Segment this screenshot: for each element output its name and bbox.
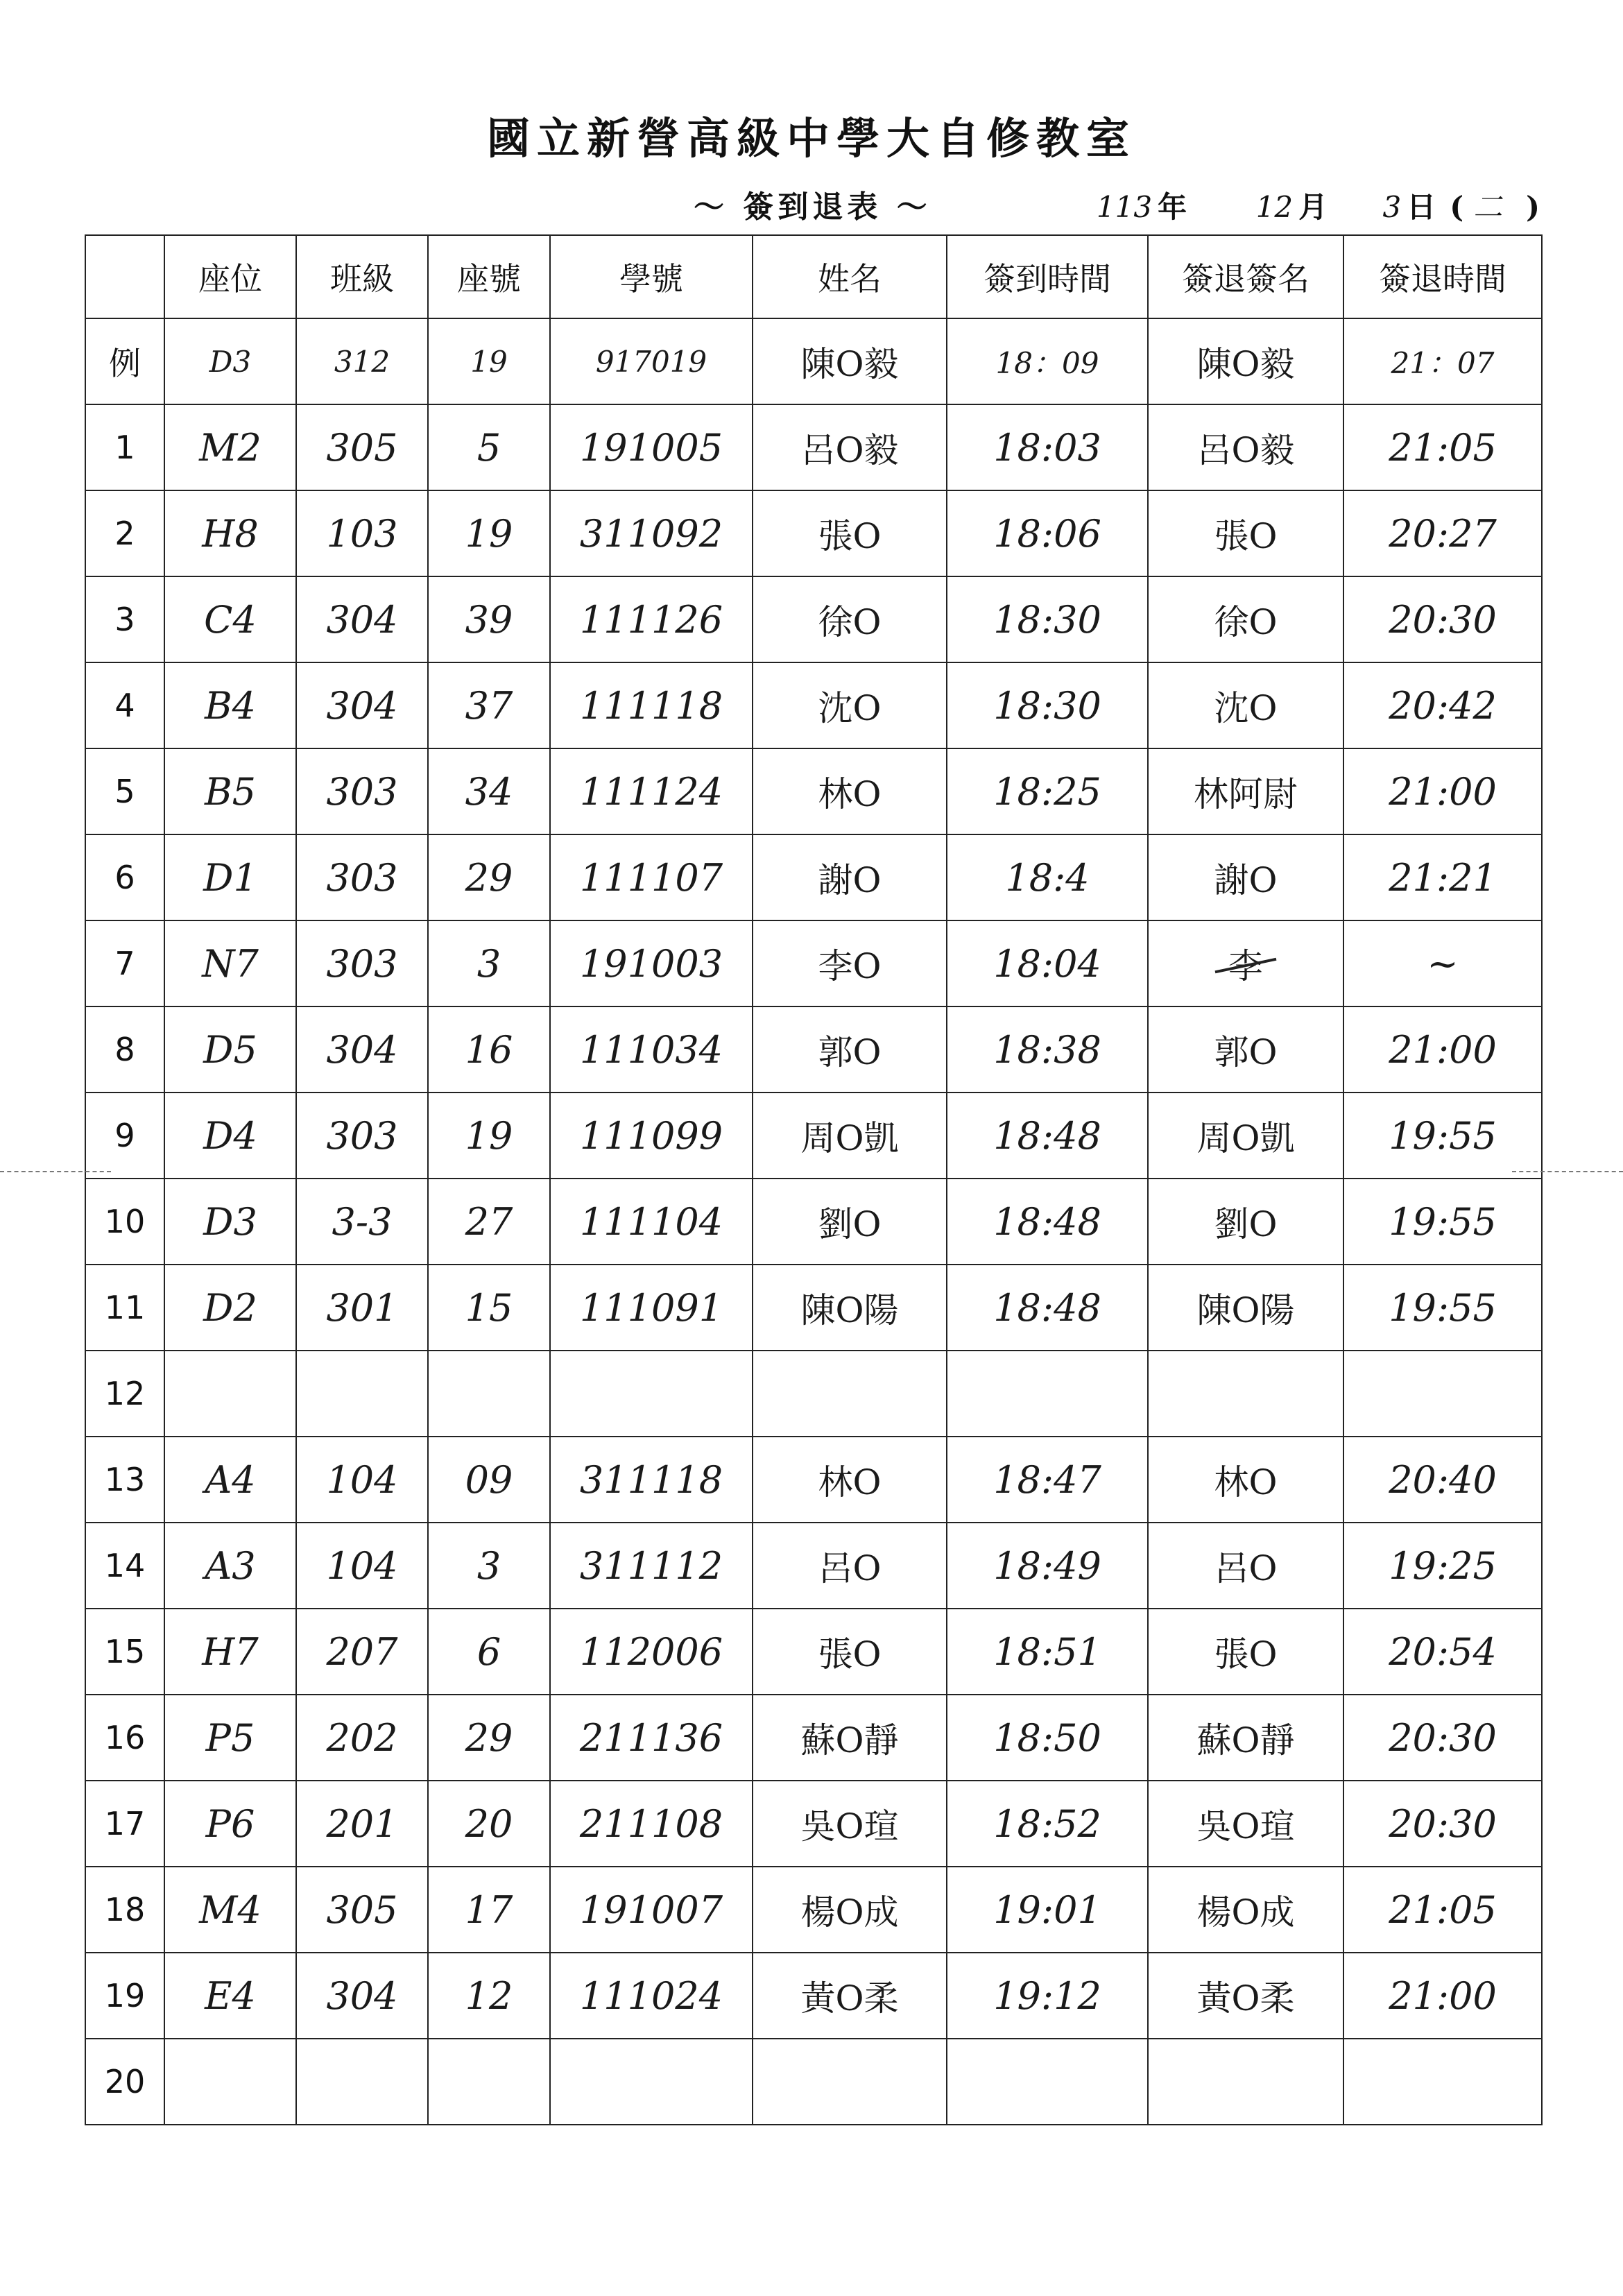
- sign-out-time-cell: 20:40: [1343, 1437, 1542, 1523]
- sign-in-time-cell: 18:03: [947, 404, 1148, 490]
- sign-out-time-cell: 20:30: [1343, 1695, 1542, 1781]
- student-id-cell: 111104: [550, 1179, 753, 1265]
- date-weekday: 二: [1473, 190, 1503, 224]
- sign-out-time-cell: 20:30: [1343, 576, 1542, 662]
- student-id-cell: 311092: [550, 490, 753, 576]
- sign-out-name-cell: 林O: [1148, 1437, 1343, 1523]
- seat-cell: A4: [164, 1437, 296, 1523]
- row-number-cell: 1: [85, 404, 164, 490]
- seat-no-cell: 34: [428, 748, 550, 834]
- page-title: 國立新營高級中學大自修教室: [486, 113, 1136, 164]
- sign-out-name-cell: 呂O: [1148, 1523, 1343, 1609]
- sign-out-name-cell: 張O: [1148, 1609, 1343, 1695]
- sign-out-time-cell: 21:00: [1343, 748, 1542, 834]
- student-id-cell: 191003: [550, 920, 753, 1006]
- table-row: [85, 1523, 1542, 1609]
- name-cell: 徐O: [753, 576, 947, 662]
- col-header-class: 班級: [296, 235, 428, 318]
- sign-out-name-cell: 張O: [1148, 490, 1343, 576]
- class-cell: 303: [296, 748, 428, 834]
- seat-no-cell: 29: [428, 1695, 550, 1781]
- name-cell: 郭O: [753, 1006, 947, 1093]
- example-row: [85, 318, 1542, 404]
- row-number-cell: 12: [85, 1351, 164, 1437]
- seat-cell: P6: [164, 1781, 296, 1867]
- student-id-cell: 311112: [550, 1523, 753, 1609]
- date-year: 113: [1096, 190, 1153, 224]
- seat-no-cell: 19: [428, 1093, 550, 1179]
- student-id-cell: 112006: [550, 1609, 753, 1695]
- row-number-cell: 2: [85, 490, 164, 576]
- seat-cell: H7: [164, 1609, 296, 1695]
- row-number-cell: 14: [85, 1523, 164, 1609]
- seat-cell: D2: [164, 1265, 296, 1351]
- seat-cell: M2: [164, 404, 296, 490]
- seat-no-cell: 27: [428, 1179, 550, 1265]
- signin-table: [85, 234, 1543, 2125]
- table-row: [85, 1695, 1542, 1781]
- class-cell: 3-3: [296, 1179, 428, 1265]
- student-id-cell: 191007: [550, 1867, 753, 1953]
- student-id-cell: 111091: [550, 1265, 753, 1351]
- fold-mark-left: [0, 1171, 111, 1172]
- seat-cell: [164, 1351, 296, 1437]
- seat-cell: D1: [164, 834, 296, 920]
- name-cell: 沈O: [753, 662, 947, 748]
- table-row: [85, 748, 1542, 834]
- sign-in-time-cell: 18:47: [947, 1437, 1148, 1523]
- class-cell: 207: [296, 1609, 428, 1695]
- seat-no-cell: [428, 1351, 550, 1437]
- sign-out-name-cell: 郭O: [1148, 1006, 1343, 1093]
- seat-no-cell: 3: [428, 920, 550, 1006]
- col-header-student-id: 學號: [550, 235, 753, 318]
- seat-no-cell: 29: [428, 834, 550, 920]
- name-cell: 林O: [753, 1437, 947, 1523]
- student-id-cell: 111034: [550, 1006, 753, 1093]
- example-label: 例: [85, 318, 164, 404]
- row-number-cell: 20: [85, 2039, 164, 2125]
- seat-cell: A3: [164, 1523, 296, 1609]
- student-id-cell: 111107: [550, 834, 753, 920]
- example-sign-out-name: 陳O毅: [1148, 318, 1343, 404]
- table-row: [85, 1437, 1542, 1523]
- seat-cell: P5: [164, 1695, 296, 1781]
- header-row: [85, 235, 1542, 318]
- table-row: [85, 1781, 1542, 1867]
- sign-out-name-cell: 沈O: [1148, 662, 1343, 748]
- col-header-seat-no: 座號: [428, 235, 550, 318]
- sign-out-name-cell: 楊O成: [1148, 1867, 1343, 1953]
- row-number-cell: 17: [85, 1781, 164, 1867]
- table-row: [85, 1609, 1542, 1695]
- sign-out-name-cell: 劉O: [1148, 1179, 1343, 1265]
- seat-no-cell: 09: [428, 1437, 550, 1523]
- student-id-cell: [550, 2039, 753, 2125]
- sign-out-time-cell: 21:00: [1343, 1006, 1542, 1093]
- seat-cell: E4: [164, 1953, 296, 2039]
- row-number-cell: 15: [85, 1609, 164, 1695]
- sign-out-name-cell: 周O凱: [1148, 1093, 1343, 1179]
- sign-in-time-cell: 18:38: [947, 1006, 1148, 1093]
- sign-out-name-cell: 徐O: [1148, 576, 1343, 662]
- example-name: 陳O毅: [753, 318, 947, 404]
- class-cell: 304: [296, 662, 428, 748]
- table-row: [85, 576, 1542, 662]
- class-cell: 305: [296, 1867, 428, 1953]
- class-cell: 301: [296, 1265, 428, 1351]
- fold-mark: [0, 1171, 1623, 1172]
- date-month: 12: [1255, 190, 1294, 224]
- name-cell: [753, 1351, 947, 1437]
- date-line: [1096, 185, 1540, 226]
- table-row: [85, 1867, 1542, 1953]
- table-row: [85, 1265, 1542, 1351]
- sign-out-time-cell: 21:21: [1343, 834, 1542, 920]
- row-number-cell: 5: [85, 748, 164, 834]
- student-id-cell: 211108: [550, 1781, 753, 1867]
- row-number-cell: 19: [85, 1953, 164, 2039]
- sign-out-name-cell: 呂O毅: [1148, 404, 1343, 490]
- seat-no-cell: 3: [428, 1523, 550, 1609]
- example-seat: D3: [164, 318, 296, 404]
- example-sign-out-time: 21：07: [1343, 318, 1542, 404]
- sign-in-time-cell: 18:30: [947, 662, 1148, 748]
- class-cell: 202: [296, 1695, 428, 1781]
- row-number-cell: 10: [85, 1179, 164, 1265]
- row-number-cell: 18: [85, 1867, 164, 1953]
- row-number-cell: 8: [85, 1006, 164, 1093]
- class-cell: 104: [296, 1437, 428, 1523]
- sign-out-time-cell: 19:55: [1343, 1093, 1542, 1179]
- row-number-cell: 6: [85, 834, 164, 920]
- sign-out-time-cell: 20:54: [1343, 1609, 1542, 1695]
- name-cell: 呂O毅: [753, 404, 947, 490]
- sign-in-time-cell: 19:12: [947, 1953, 1148, 2039]
- crossed-out-signature: 李: [1228, 939, 1263, 988]
- col-header-seat: 座位: [164, 235, 296, 318]
- name-cell: 林O: [753, 748, 947, 834]
- class-cell: [296, 2039, 428, 2125]
- sign-out-name-cell: [1148, 2039, 1343, 2125]
- student-id-cell: 111024: [550, 1953, 753, 2039]
- name-cell: 吳O瑄: [753, 1781, 947, 1867]
- sign-in-time-cell: 18:50: [947, 1695, 1148, 1781]
- seat-no-cell: 6: [428, 1609, 550, 1695]
- name-cell: 黃O柔: [753, 1953, 947, 2039]
- date-month-unit: 月: [1298, 190, 1328, 224]
- sign-out-name-cell: 林阿尉: [1148, 748, 1343, 834]
- row-number-cell: 3: [85, 576, 164, 662]
- sign-out-name-cell: [1148, 920, 1343, 1006]
- row-number-cell: 16: [85, 1695, 164, 1781]
- sign-out-time-cell: 20:27: [1343, 490, 1542, 576]
- example-class: 312: [296, 318, 428, 404]
- sign-out-time-cell: [1343, 2039, 1542, 2125]
- sign-out-name-cell: 蘇O靜: [1148, 1695, 1343, 1781]
- row-number-cell: 4: [85, 662, 164, 748]
- row-number-cell: 13: [85, 1437, 164, 1523]
- weekday-close: ): [1526, 190, 1540, 224]
- sign-out-name-cell: 黃O柔: [1148, 1953, 1343, 2039]
- class-cell: 303: [296, 834, 428, 920]
- col-header-index: [85, 235, 164, 318]
- row-number-cell: 7: [85, 920, 164, 1006]
- col-header-name: 姓名: [753, 235, 947, 318]
- class-cell: [296, 1351, 428, 1437]
- seat-no-cell: 5: [428, 404, 550, 490]
- seat-no-cell: 37: [428, 662, 550, 748]
- sign-out-time-cell: 19:25: [1343, 1523, 1542, 1609]
- sign-out-time-cell: [1343, 1351, 1542, 1437]
- sign-out-name-cell: 陳O陽: [1148, 1265, 1343, 1351]
- class-cell: 201: [296, 1781, 428, 1867]
- student-id-cell: 311118: [550, 1437, 753, 1523]
- table-row: [85, 404, 1542, 490]
- example-seat-no: 19: [428, 318, 550, 404]
- class-cell: 304: [296, 1953, 428, 2039]
- class-cell: 104: [296, 1523, 428, 1609]
- table-row: [85, 920, 1542, 1006]
- student-id-cell: 111099: [550, 1093, 753, 1179]
- sign-in-time-cell: 18:48: [947, 1265, 1148, 1351]
- class-cell: 304: [296, 576, 428, 662]
- row-number-cell: 9: [85, 1093, 164, 1179]
- table-row: [85, 662, 1542, 748]
- name-cell: 蘇O靜: [753, 1695, 947, 1781]
- sign-out-time-cell: 21:00: [1343, 1953, 1542, 2039]
- name-cell: 張O: [753, 1609, 947, 1695]
- seat-no-cell: 39: [428, 576, 550, 662]
- name-cell: [753, 2039, 947, 2125]
- date-day-unit: 日: [1407, 190, 1436, 224]
- sign-in-time-cell: [947, 1351, 1148, 1437]
- sign-in-time-cell: 18:52: [947, 1781, 1148, 1867]
- table-row: [85, 834, 1542, 920]
- table-row: [85, 2039, 1542, 2125]
- table-row: [85, 1179, 1542, 1265]
- class-cell: 303: [296, 920, 428, 1006]
- seat-cell: H8: [164, 490, 296, 576]
- table-row: [85, 1953, 1542, 2039]
- sign-in-time-cell: 18:49: [947, 1523, 1148, 1609]
- student-id-cell: 111126: [550, 576, 753, 662]
- sign-out-name-cell: 謝O: [1148, 834, 1343, 920]
- col-header-sign-in-time: 簽到時間: [947, 235, 1148, 318]
- example-sign-in: 18：09: [947, 318, 1148, 404]
- student-id-cell: 111118: [550, 662, 753, 748]
- student-id-cell: 191005: [550, 404, 753, 490]
- class-cell: 303: [296, 1093, 428, 1179]
- col-header-sign-out-time: 簽退時間: [1343, 235, 1542, 318]
- sign-in-time-cell: 18:48: [947, 1093, 1148, 1179]
- class-cell: 103: [296, 490, 428, 576]
- sign-out-time-cell: ~: [1343, 920, 1542, 1006]
- seat-cell: N7: [164, 920, 296, 1006]
- row-number-cell: 11: [85, 1265, 164, 1351]
- seat-cell: D3: [164, 1179, 296, 1265]
- sign-in-time-cell: 18:30: [947, 576, 1148, 662]
- name-cell: 李O: [753, 920, 947, 1006]
- sign-out-name-cell: 吳O瑄: [1148, 1781, 1343, 1867]
- seat-cell: D5: [164, 1006, 296, 1093]
- weekday-open: (: [1450, 190, 1464, 224]
- sign-out-time-cell: 21:05: [1343, 404, 1542, 490]
- seat-no-cell: [428, 2039, 550, 2125]
- name-cell: 楊O成: [753, 1867, 947, 1953]
- name-cell: 張O: [753, 490, 947, 576]
- student-id-cell: [550, 1351, 753, 1437]
- sign-out-time-cell: 20:42: [1343, 662, 1542, 748]
- seat-no-cell: 17: [428, 1867, 550, 1953]
- seat-cell: M4: [164, 1867, 296, 1953]
- sign-in-time-cell: 18:04: [947, 920, 1148, 1006]
- date-day: 3: [1382, 190, 1402, 224]
- name-cell: 劉O: [753, 1179, 947, 1265]
- name-cell: 陳O陽: [753, 1265, 947, 1351]
- name-cell: 謝O: [753, 834, 947, 920]
- table-row: [85, 1351, 1542, 1437]
- seat-no-cell: 20: [428, 1781, 550, 1867]
- seat-cell: C4: [164, 576, 296, 662]
- seat-cell: D4: [164, 1093, 296, 1179]
- seat-no-cell: 15: [428, 1265, 550, 1351]
- class-cell: 304: [296, 1006, 428, 1093]
- sign-out-time-cell: 19:55: [1343, 1179, 1542, 1265]
- page-subtitle: ～ 簽到退表 ～: [694, 189, 931, 225]
- seat-no-cell: 16: [428, 1006, 550, 1093]
- sign-in-time-cell: 18:4: [947, 834, 1148, 920]
- name-cell: 周O凱: [753, 1093, 947, 1179]
- table-row: [85, 1093, 1542, 1179]
- sign-out-name-cell: [1148, 1351, 1343, 1437]
- col-header-sign-out-name: 簽退簽名: [1148, 235, 1343, 318]
- seat-cell: [164, 2039, 296, 2125]
- date-year-unit: 年: [1158, 190, 1187, 224]
- sign-out-time-cell: 20:30: [1343, 1781, 1542, 1867]
- seat-cell: B4: [164, 662, 296, 748]
- sign-out-time-cell: 21:05: [1343, 1867, 1542, 1953]
- sign-in-time-cell: 18:06: [947, 490, 1148, 576]
- student-id-cell: 111124: [550, 748, 753, 834]
- seat-no-cell: 12: [428, 1953, 550, 2039]
- sign-in-time-cell: 18:48: [947, 1179, 1148, 1265]
- example-student-id: 917019: [550, 318, 753, 404]
- table-row: [85, 1006, 1542, 1093]
- sign-in-time-cell: [947, 2039, 1148, 2125]
- class-cell: 305: [296, 404, 428, 490]
- student-id-cell: 211136: [550, 1695, 753, 1781]
- fold-mark-right: [1512, 1171, 1623, 1172]
- name-cell: 呂O: [753, 1523, 947, 1609]
- seat-no-cell: 19: [428, 490, 550, 576]
- sign-in-time-cell: 18:25: [947, 748, 1148, 834]
- sign-out-time-cell: 19:55: [1343, 1265, 1542, 1351]
- table-row: [85, 490, 1542, 576]
- sign-in-time-cell: 19:01: [947, 1867, 1148, 1953]
- seat-cell: B5: [164, 748, 296, 834]
- sign-in-time-cell: 18:51: [947, 1609, 1148, 1695]
